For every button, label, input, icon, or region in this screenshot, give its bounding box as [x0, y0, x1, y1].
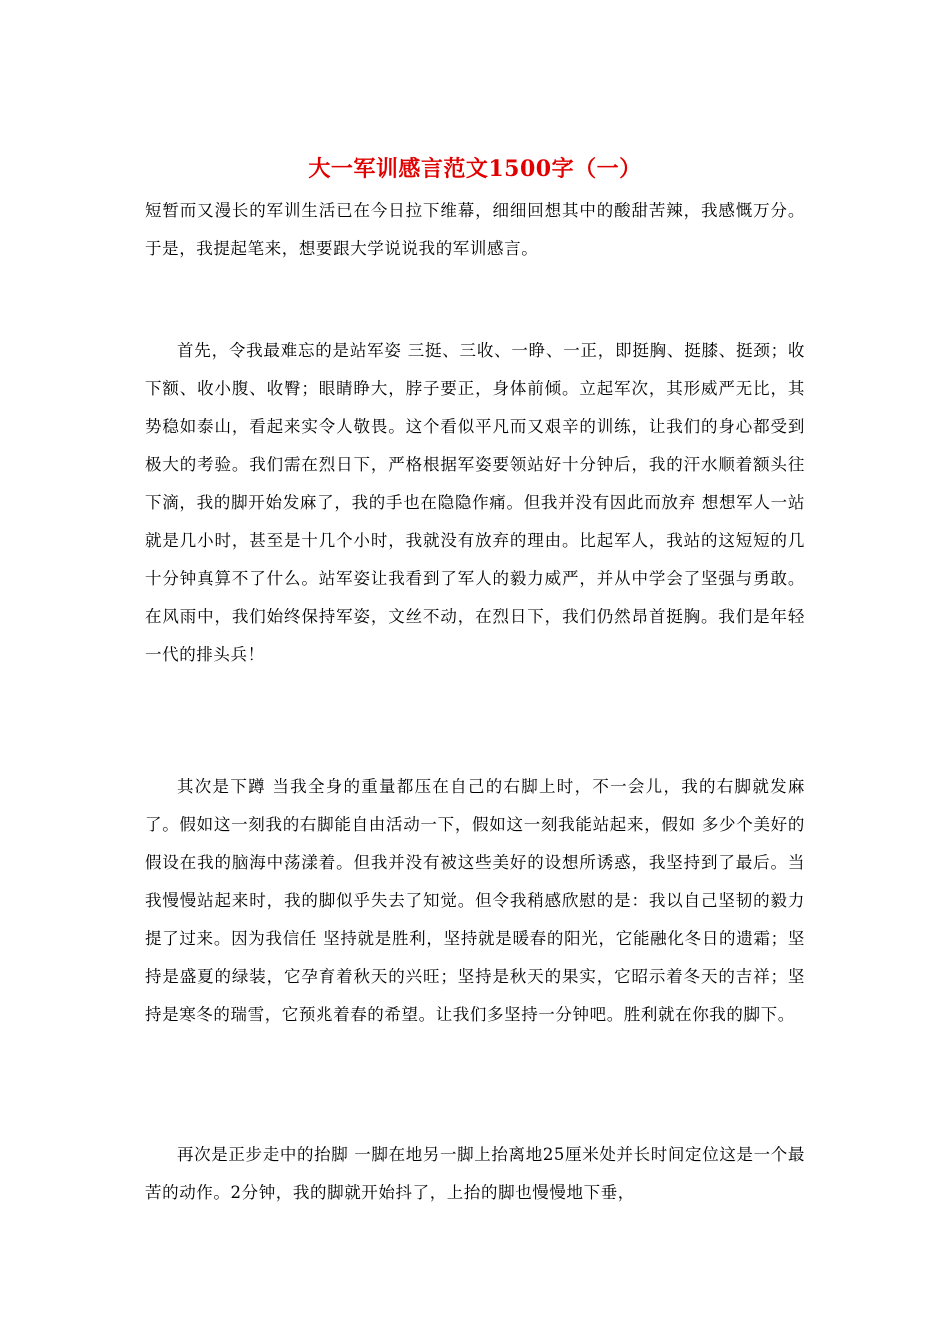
paragraph-intro: 短暂而又漫长的军训生活已在今日拉下维幕，细细回想其中的酸甜苦辣，我感慨万分。于是，我提起笔来，想要跟大学说说我的军训感言。 — [145, 201, 805, 258]
paragraph-standing-posture: 首先，令我最难忘的是站军姿 三挺、三收、一睁、一正，即挺胸、挺膝、挺颈；收下额、收小腹、收臀；眼睛睁大，脖子要正，身体前倾。立起军次，其形威严无比，其势稳如泰山，看起来实令人敬畏。这个看似平凡而又艰辛的训练，让我们的身心都受到极大的考验。我们需在烈日下，严格根据军姿要领站好十分钟后，我的汗水顺着额头往下滴，我的脚开始发麻了，我的手也在隐隐作痛。但我并没有因此而放弃 想想军人一站就是几小时，甚至是十几个小时，我就没有放弃的理由。比起军人，我站的这短短的几十分钟真算不了什么。站军姿让我看到了军人的毅力威严，并从中学会了坚强与勇敢。在风雨中，我们始终保持军姿，文丝不动，在烈日下，我们仍然昂首挺胸。我们是年轻一代的排头兵！ — [145, 341, 805, 664]
paragraph-goose-step: 再次是正步走中的抬脚 一脚在地另一脚上抬离地25厘米处并长时间定位这是一个最苦的动作。2分钟，我的脚就开始抖了，上抬的脚也慢慢地下垂， — [145, 1145, 805, 1202]
document-title: 大一军训感言范文1500字（一） — [308, 156, 642, 182]
paragraph-squat: 其次是下蹲 当我全身的重量都压在自己的右脚上时，不一会儿，我的右脚就发麻了。假如这一刻我的右脚能自由活动一下，假如这一刻我能站起来，假如 多少个美好的假设在我的脑海中荡漾着。但我并没有被这些美好的设想所诱惑，我坚持到了最后。当我慢慢站起来时，我的脚似乎失去了知觉。但令我稍感欣慰的是：我以自己坚韧的毅力提了过来。因为我信任 坚持就是胜利，坚持就是暖春的阳光，它能融化冬日的遗霜；坚持是盛夏的绿装，它孕育着秋天的兴旺；坚持是秋天的果实，它昭示着冬天的吉祥；坚持是寒冬的瑞雪，它预兆着春的希望。让我们多坚持一分钟吧。胜利就在你我的脚下。 — [145, 777, 805, 1024]
